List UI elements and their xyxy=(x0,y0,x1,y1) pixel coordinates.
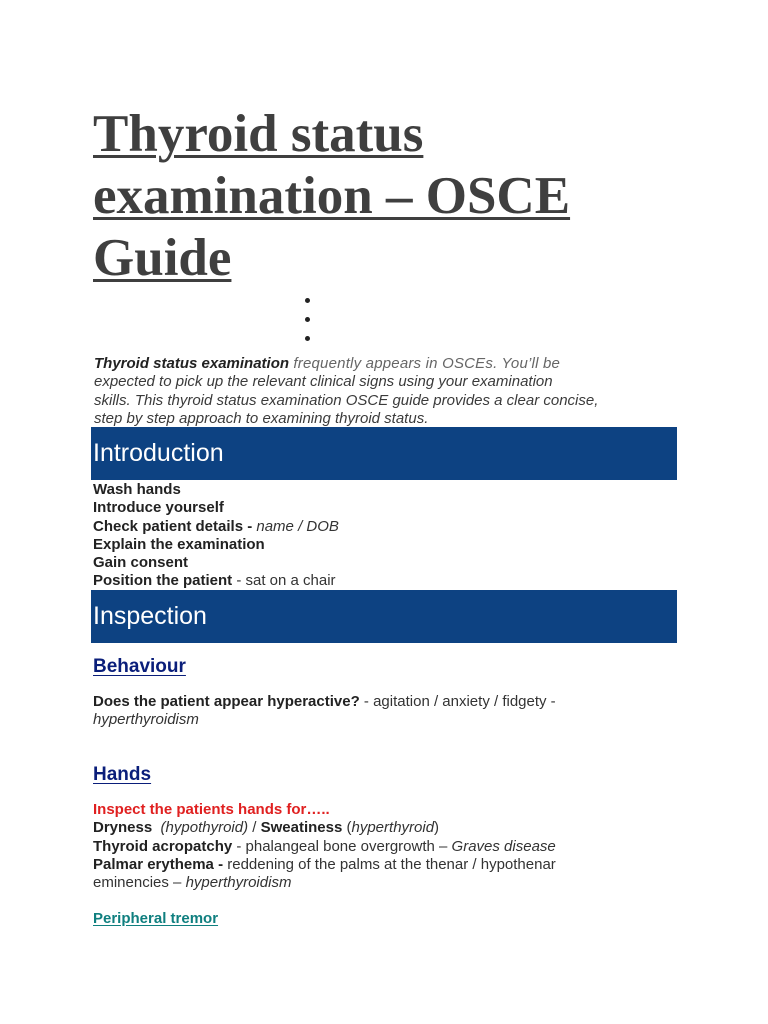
intro-line: expected to pick up the relevant clinical signs using your examination xyxy=(94,373,553,391)
list-item: Wash hands xyxy=(93,481,181,498)
intro-lead-rest: frequently appears in OSCEs. You’ll be xyxy=(289,355,561,372)
behaviour-signs: - agitation / anxiety / fidgety - xyxy=(359,693,556,710)
hands-prompt: Inspect the patients hands for….. xyxy=(93,801,330,818)
inspection-heading: Inspection xyxy=(91,590,677,643)
bullet-dot xyxy=(305,298,310,303)
hands-line: eminencies – hyperthyroidism xyxy=(93,874,292,892)
peripheral-tremor-link[interactable]: Peripheral tremor xyxy=(93,910,219,927)
bullet-dot xyxy=(305,336,310,341)
behaviour-subheading: Behaviour xyxy=(93,656,186,677)
intro-line: skills. This thyroid status examination OSCE guide provides a clear concise, xyxy=(94,391,599,409)
list-item: Introduce yourself xyxy=(93,499,224,517)
introduction-list xyxy=(93,481,339,591)
intro-paragraph xyxy=(94,355,669,428)
behaviour-text xyxy=(93,693,556,730)
page-title: Thyroid status examination – OSCE Guide xyxy=(93,105,571,287)
bullet-dot xyxy=(305,317,310,322)
intro-lead: Thyroid status examination xyxy=(94,355,290,372)
hands-subheading: Hands xyxy=(93,764,152,785)
list-item: Gain consent xyxy=(93,554,189,572)
list-item: Check patient details - name / DOB xyxy=(93,517,339,535)
list-item: Position the patient - sat on a chair xyxy=(93,572,336,590)
behaviour-cause: hyperthyroidism xyxy=(93,711,199,729)
list-item: Explain the examination xyxy=(93,535,265,553)
bullet-list xyxy=(302,298,314,355)
hands-text xyxy=(93,801,556,892)
behaviour-question: Does the patient appear hyperactive? xyxy=(93,693,360,710)
intro-line: step by step approach to examining thyroid status. xyxy=(94,409,429,427)
hands-line: Palmar erythema - reddening of the palms at the thenar / hypothenar xyxy=(93,855,556,873)
hands-line: Dryness (hypothyroid) / Sweatiness (hyperthyroid) xyxy=(93,819,440,837)
hands-line: Thyroid acropatchy - phalangeal bone overgrowth – Graves disease xyxy=(93,837,556,855)
introduction-heading: Introduction xyxy=(91,427,677,480)
